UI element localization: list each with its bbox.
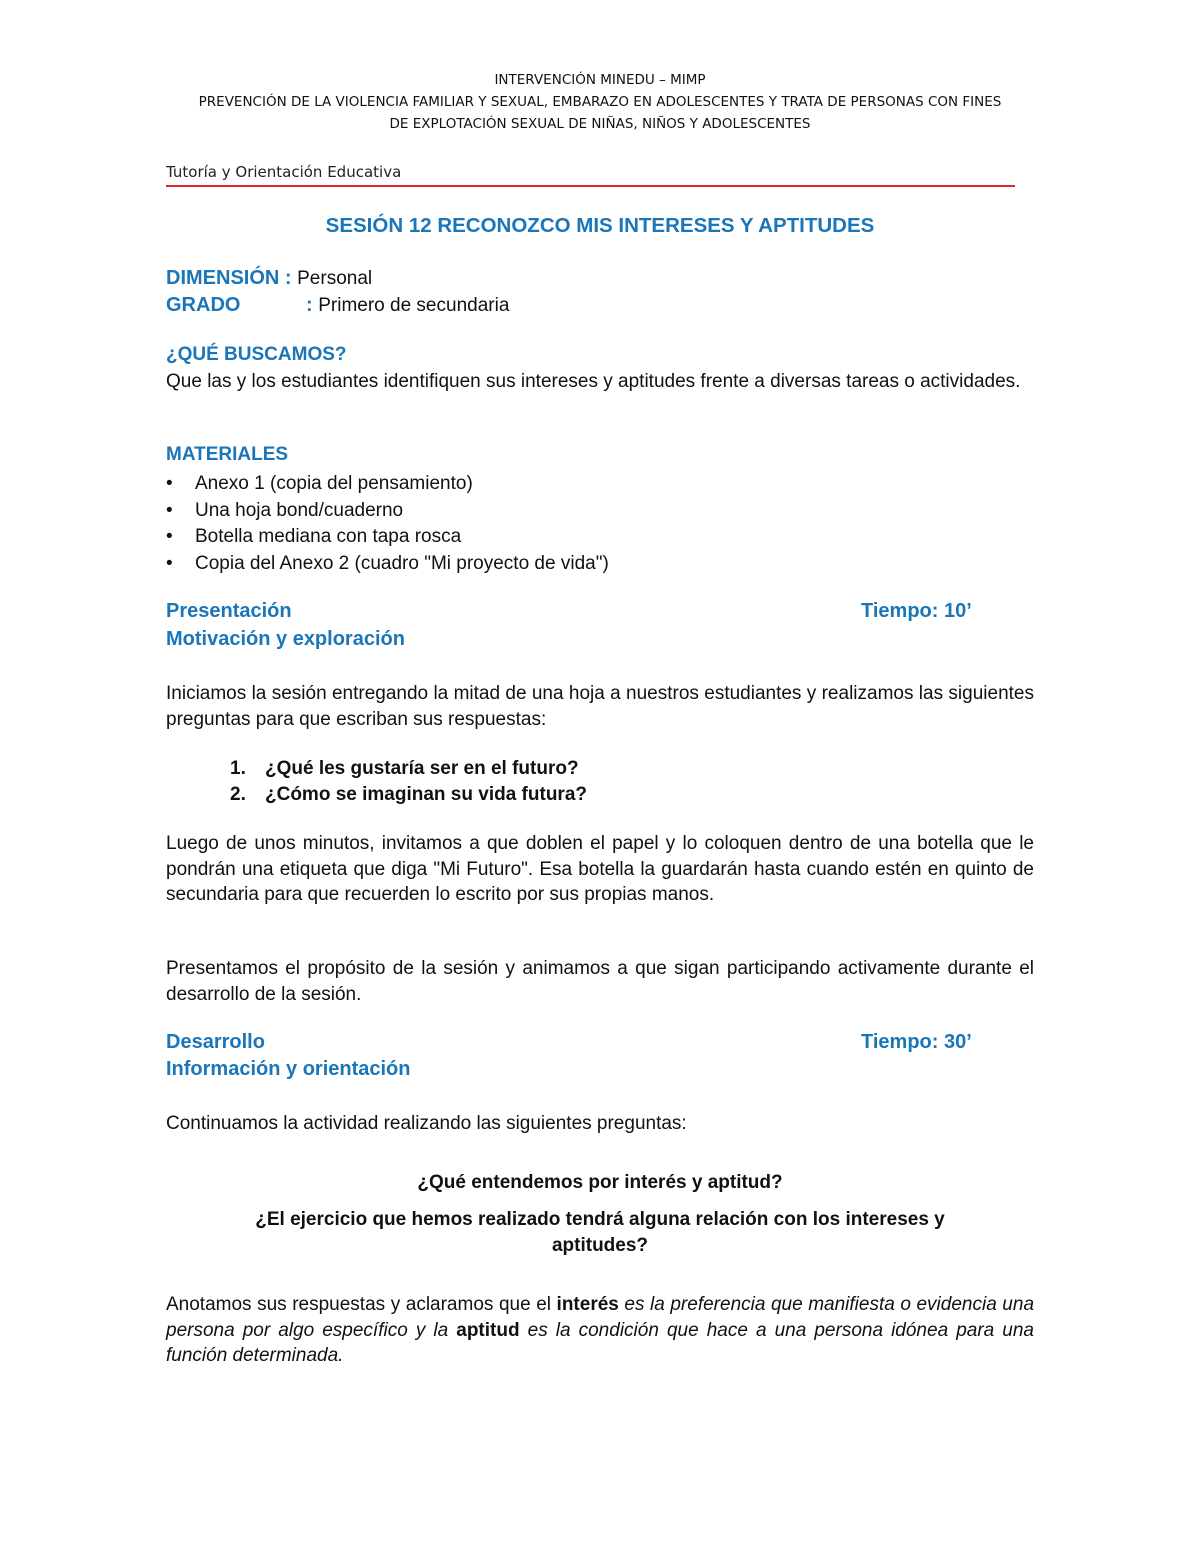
question-2: 2. ¿Cómo se imaginan su vida futura?	[230, 784, 587, 805]
desarrollo-subheading: Información y orientación	[166, 1058, 411, 1080]
desarrollo-heading: Desarrollo	[166, 1031, 265, 1053]
presentacion-subheading: Motivación y exploración	[166, 628, 405, 650]
list-item: • Anexo 1 (copia del pensamiento)	[166, 471, 609, 498]
list-item: • Botella mediana con tapa rosca	[166, 524, 609, 551]
buscamos-heading: ¿QUÉ BUSCAMOS?	[166, 344, 347, 365]
header-divider	[166, 185, 1015, 187]
desarrollo-final-paragraph: Anotamos sus respuestas y aclaramos que el interés es la preferencia que manifiesta o evidencia una persona por algo específico y la aptitud es la condición que hace a una persona idónea para una función determinada.	[166, 1294, 1035, 1366]
dimension-row	[166, 267, 372, 290]
presentacion-paragraph-3: Presentamos el propósito de la sesión y animamos a que sigan participando activamente durante el desarrollo de la sesión.	[166, 958, 1034, 1005]
grade-label: GRADO	[166, 294, 241, 316]
interes-term: interés	[556, 1294, 619, 1315]
desarrollo-question-2: ¿El ejercicio que hemos realizado tendrá alguna relación con los intereses y aptitudes?	[255, 1209, 945, 1256]
grade-colon: :	[306, 294, 313, 316]
materiales-heading: MATERIALES	[166, 444, 289, 465]
header-line-3: DE EXPLOTACIÓN SEXUAL DE NIÑAS, NIÑOS Y ADOLESCENTES	[389, 116, 811, 132]
presentacion-intro: Iniciamos la sesión entregando la mitad de una hoja a nuestros estudiantes y realizamos las siguientes preguntas para que escriban sus respuestas:	[166, 683, 1034, 730]
list-item: • Copia del Anexo 2 (cuadro "Mi proyecto de vida")	[166, 551, 609, 578]
dimension-label: DIMENSIÓN :	[166, 267, 292, 289]
question-1: 1. ¿Qué les gustaría ser en el futuro?	[230, 758, 579, 779]
presentacion-paragraph-2: Luego de unos minutos, invitamos a que doblen el papel y lo coloquen dentro de una botella que le pondrán una etiqueta que diga "Mi Futuro". Esa botella la guardarán hasta cuando estén en quinto de secundaria para que recuerden lo escrito por sus propias manos.	[166, 833, 1034, 905]
presentacion-heading: Presentación	[166, 600, 292, 622]
buscamos-text: Que las y los estudiantes identifiquen sus intereses y aptitudes frente a diversas tareas o actividades.	[166, 371, 1021, 392]
desarrollo-time: Tiempo: 30’	[861, 1031, 972, 1053]
dimension-value: Personal	[297, 268, 373, 289]
materiales-list	[166, 471, 609, 577]
section-label: Tutoría y Orientación Educativa	[166, 163, 402, 181]
grade-value: Primero de secundaria	[318, 295, 510, 316]
desarrollo-question-1: ¿Qué entendemos por interés y aptitud?	[417, 1172, 783, 1193]
session-title: SESIÓN 12 RECONOZCO MIS INTERESES Y APTITUDES	[325, 214, 875, 237]
grade-row	[166, 294, 509, 317]
header-line-1: INTERVENCIÓN MINEDU – MIMP	[494, 72, 706, 88]
desarrollo-intro: Continuamos la actividad realizando las siguientes preguntas:	[166, 1113, 687, 1134]
header-line-2: PREVENCIÓN DE LA VIOLENCIA FAMILIAR Y SEXUAL, EMBARAZO EN ADOLESCENTES Y TRATA DE PERSONAS CON FINES	[198, 94, 1002, 110]
aptitud-term: aptitud	[456, 1319, 520, 1341]
list-item: • Una hoja bond/cuaderno	[166, 498, 609, 525]
presentacion-time: Tiempo: 10’	[861, 600, 972, 622]
